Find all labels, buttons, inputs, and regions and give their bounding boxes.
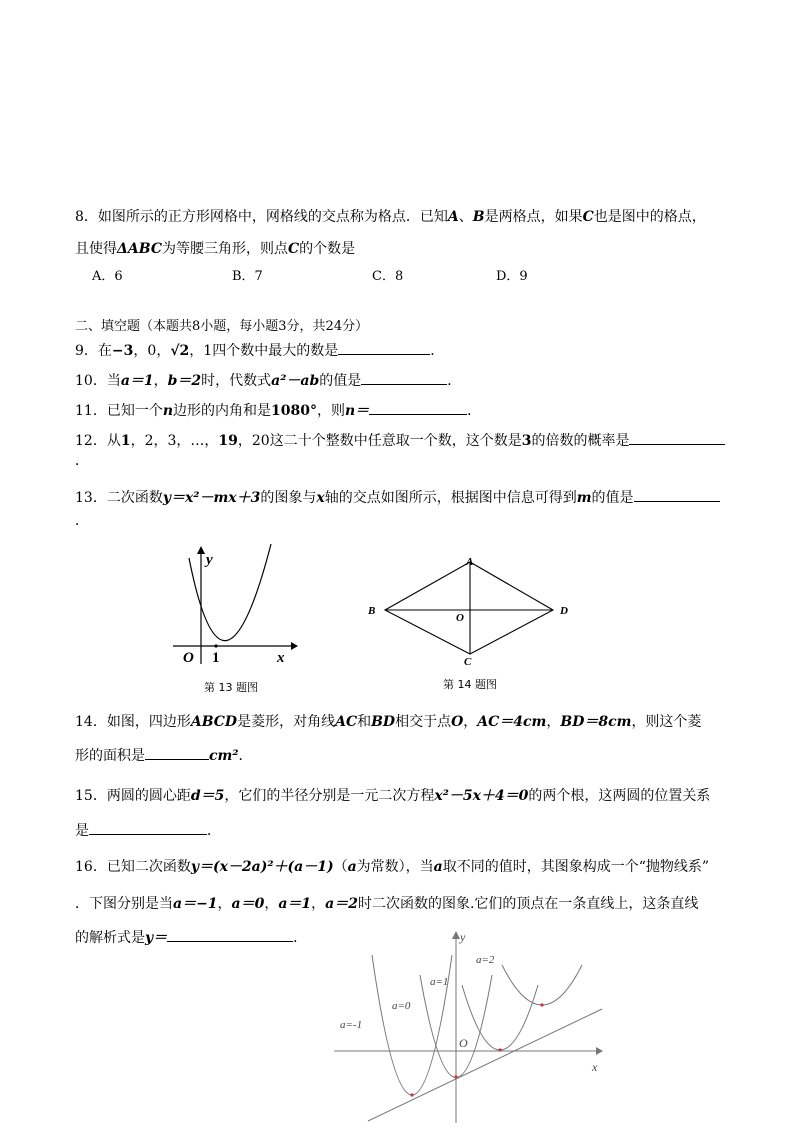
vertex-line — [368, 1009, 602, 1121]
q9: 9．在−3，0，√2，1四个数中最大的数是 ． — [75, 340, 444, 360]
vertex-a2 — [540, 1003, 543, 1006]
label-a: A — [466, 556, 474, 568]
label-a1: a=1 — [430, 976, 449, 988]
q10: 10．当a＝1，b＝2时，代数式a²－ab的值是 ． — [75, 370, 461, 390]
y-label: y — [206, 552, 213, 568]
origin-label: O — [183, 650, 194, 666]
q8-option-c: C．8 — [372, 269, 404, 284]
q16-line3: 的解析式是y＝ ． — [75, 927, 307, 947]
q14-line2: 形的面积是 cm²． — [75, 745, 252, 765]
intersection-point — [214, 644, 217, 647]
q16-line2: ．下图分别是当a＝−1，a＝0，a＝1，a＝2时二次函数的图象.它们的顶点在一条直线上，这条直线 — [75, 896, 699, 912]
label-a2: a=2 — [476, 954, 495, 966]
q13-end: ． — [75, 513, 89, 529]
x-axis-arrow — [291, 642, 298, 650]
answer-blank[interactable] — [634, 487, 720, 502]
x-label: x — [592, 1060, 598, 1074]
answer-blank[interactable] — [167, 927, 293, 942]
answer-blank[interactable] — [361, 370, 447, 385]
vertex-a1 — [498, 1048, 501, 1051]
vertex-a-neg1 — [410, 1093, 413, 1096]
q8-line1: 8．如图所示的正方形网格中，网格线的交点称为格点．已知A、B是两格点，如果C也是图中的格点， — [75, 209, 706, 225]
vertex-a0 — [454, 1075, 457, 1078]
parabola-a2 — [502, 965, 582, 1005]
origin-label: O — [459, 1036, 468, 1050]
x-axis-arrow — [596, 1047, 603, 1055]
one-label: 1 — [212, 650, 220, 666]
label-a0: a=0 — [392, 1000, 411, 1012]
q13: 13．二次函数y＝x²－mx＋3的图象与x轴的交点如图所示，根据图中信息可得到m的值是 — [75, 487, 720, 507]
answer-blank[interactable] — [338, 340, 430, 355]
q14-line1: 14．如图，四边形ABCD是菱形，对角线AC和BD相交于点O，AC＝4cm，BD＝8cm，则这个菱 — [75, 714, 702, 730]
q8-option-b: B．7 — [232, 269, 263, 284]
q12: 12．从1，2，3，…，19，20这二十个整数中任意取一个数，这个数是3的倍数的概率是 — [75, 430, 725, 450]
y-axis-arrow — [197, 546, 205, 554]
q12-end: ． — [75, 453, 89, 469]
label-b: B — [368, 605, 376, 617]
figure-13 — [165, 540, 300, 670]
fig14-caption: 第 14 题图 — [443, 678, 497, 691]
label-d: D — [560, 605, 568, 617]
label-a-neg1: a=-1 — [340, 1019, 363, 1031]
x-label: x — [277, 650, 285, 666]
fig13-caption: 第 13 题图 — [204, 681, 258, 694]
answer-blank[interactable] — [629, 430, 725, 445]
q11: 11．已知一个n边形的内角和是1080°，则n＝ ． — [75, 400, 481, 420]
q8-option-a: A．6 — [92, 269, 123, 284]
q8-line2: 且使得ΔABC为等腰三角形，则点C的个数是 — [75, 241, 356, 257]
q8-option-d: D．9 — [496, 269, 528, 284]
label-c: C — [464, 656, 472, 668]
answer-blank[interactable] — [369, 400, 467, 415]
y-label: y — [460, 930, 466, 944]
section-title: 二、填空题（本题共8小题，每小题3分，共24分） — [75, 319, 369, 334]
q16-line1: 16．已知二次函数y＝(x－2a)²＋(a－1)（a为常数），当a取不同的值时，其图象构成一个“抛物线系” — [75, 859, 710, 875]
figure-14 — [360, 550, 585, 670]
figure-16 — [330, 925, 610, 1123]
q15-line2: 是 ． — [75, 820, 221, 840]
answer-blank[interactable] — [89, 820, 207, 835]
y-axis-arrow — [452, 931, 460, 939]
label-o: O — [456, 612, 464, 624]
q15-line1: 15．两圆的圆心距d＝5，它们的半径分别是一元二次方程x²－5x＋4＝0的两个根，这两圆的位置关系 — [75, 788, 711, 804]
parabola-a1 — [462, 985, 538, 1050]
rhombus — [385, 562, 553, 654]
answer-blank[interactable] — [145, 745, 209, 760]
